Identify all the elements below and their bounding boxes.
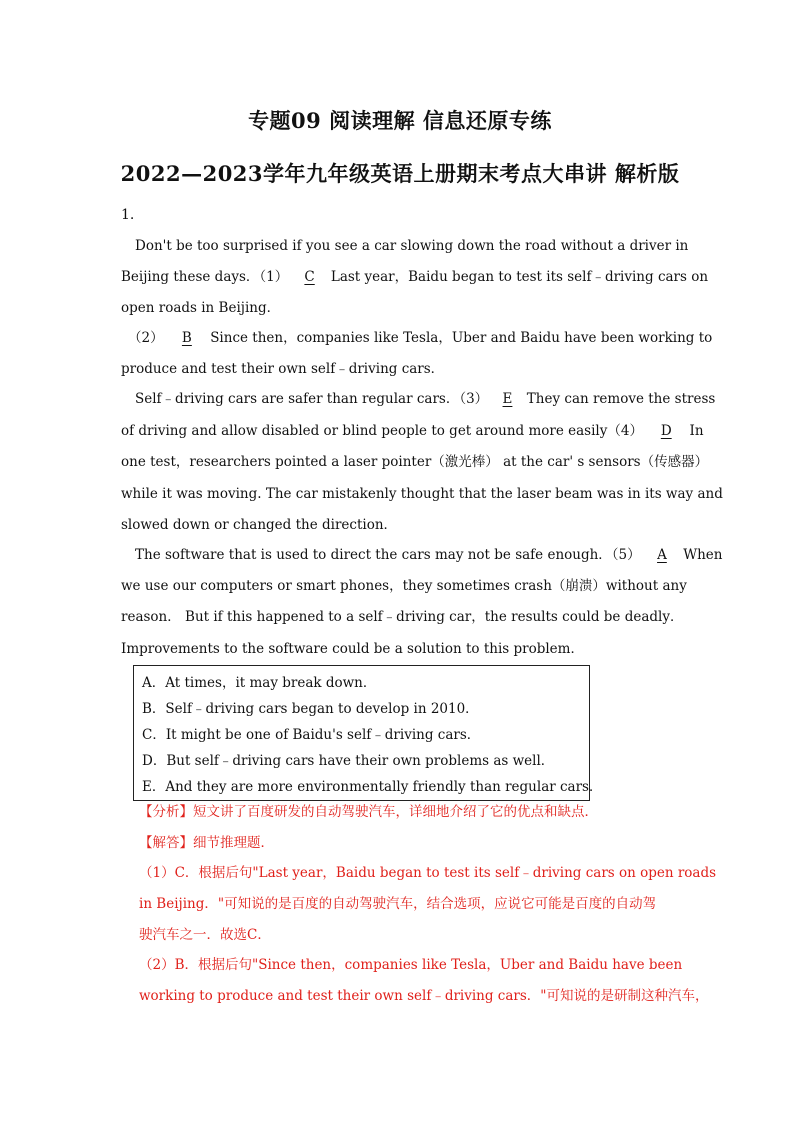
- passage-text: When: [683, 547, 723, 563]
- passage-line: [128, 328, 713, 348]
- option-b: B．Self﹣driving cars began to develop in 2010．: [142, 701, 479, 717]
- passage-text: of driving and allow disabled or blind people to get around more easily（4）: [121, 423, 643, 439]
- passage-line: [135, 389, 716, 409]
- passage-text: They can remove the stress: [526, 391, 716, 407]
- passage-line: reason． But if this happened to a self﹣driving car，the results could be deadly．: [121, 609, 684, 625]
- passage-line: open roads in Beijing．: [121, 300, 281, 316]
- passage-line: [121, 421, 704, 441]
- passage-text: Self﹣driving cars are safer than regular cars．（3）: [135, 391, 489, 407]
- page-title: 专题09 阅读理解 信息还原专练: [248, 108, 552, 133]
- passage-line: slowed down or changed the direction．: [121, 517, 398, 533]
- option-a: A．At times，it may break down．: [142, 675, 377, 691]
- answer-blank-3: E: [502, 391, 513, 407]
- passage-text: Since then，companies like Tesla，Uber and Baidu have been working to: [210, 330, 713, 346]
- option-c: C．It might be one of Baidu's self﹣driving cars．: [142, 727, 481, 743]
- passage-line: Don't be too surprised if you see a car slowing down the road without a driver in: [135, 238, 689, 254]
- analysis-summary: 【分析】短文讲了百度研发的自动驾驶汽车，详细地介绍了它的优点和缺点．: [139, 804, 598, 820]
- answer-blank-2: B: [181, 330, 192, 346]
- passage-line: one test，researchers pointed a laser pointer（激光棒） at the car' s sensors（传感器）: [121, 454, 709, 470]
- answer-explanation-line: （2）B．根据后句"Since then，companies like Tesla，Uber and Baidu have been: [139, 957, 683, 973]
- passage-text: Beijing these days．（1）: [121, 269, 289, 285]
- question-number: 1.: [121, 207, 135, 223]
- answer-heading: 【解答】细节推理题．: [139, 835, 274, 851]
- passage-text: The software that is used to direct the cars may not be safe enough．（5）: [135, 547, 641, 563]
- answer-blank-4: D: [660, 423, 672, 439]
- answer-explanation-line: （1）C．根据后句"Last year，Baidu began to test its self﹣driving cars on open roads: [139, 865, 717, 881]
- option-e: E．And they are more environmentally friendly than regular cars．: [142, 779, 603, 795]
- passage-line: [121, 267, 709, 287]
- option-d: D．But self﹣driving cars have their own problems as well．: [142, 753, 555, 769]
- passage-text: （2）: [128, 330, 164, 346]
- passage-line: while it was moving. The car mistakenly thought that the laser beam was in its way and: [121, 486, 723, 502]
- options-box: [133, 665, 603, 801]
- passage-line: [135, 545, 723, 565]
- page-subtitle: 2022—2023学年九年级英语上册期末考点大串讲 解析版: [120, 161, 680, 186]
- answer-explanation-line: working to produce and test their own self﹣driving cars．"可知说的是研制这种汽车，: [139, 988, 709, 1004]
- passage-line: we use our computers or smart phones，they sometimes crash（崩溃）without any: [121, 578, 687, 594]
- answer-explanation-line: 驶汽车之一．故选C．: [139, 927, 271, 943]
- passage-text: Last year，Baidu began to test its self﹣driving cars on: [330, 269, 709, 285]
- passage-line: Improvements to the software could be a solution to this problem．: [121, 641, 584, 657]
- passage-line: produce and test their own self﹣driving cars．: [121, 361, 445, 377]
- answer-blank-5: A: [657, 547, 667, 563]
- answer-blank-1: C: [304, 269, 315, 285]
- passage-text: In: [689, 423, 704, 439]
- answer-explanation-line: in Beijing．"可知说的是百度的自动驾驶汽车，结合选项，应说它可能是百度的自动驾: [139, 896, 657, 912]
